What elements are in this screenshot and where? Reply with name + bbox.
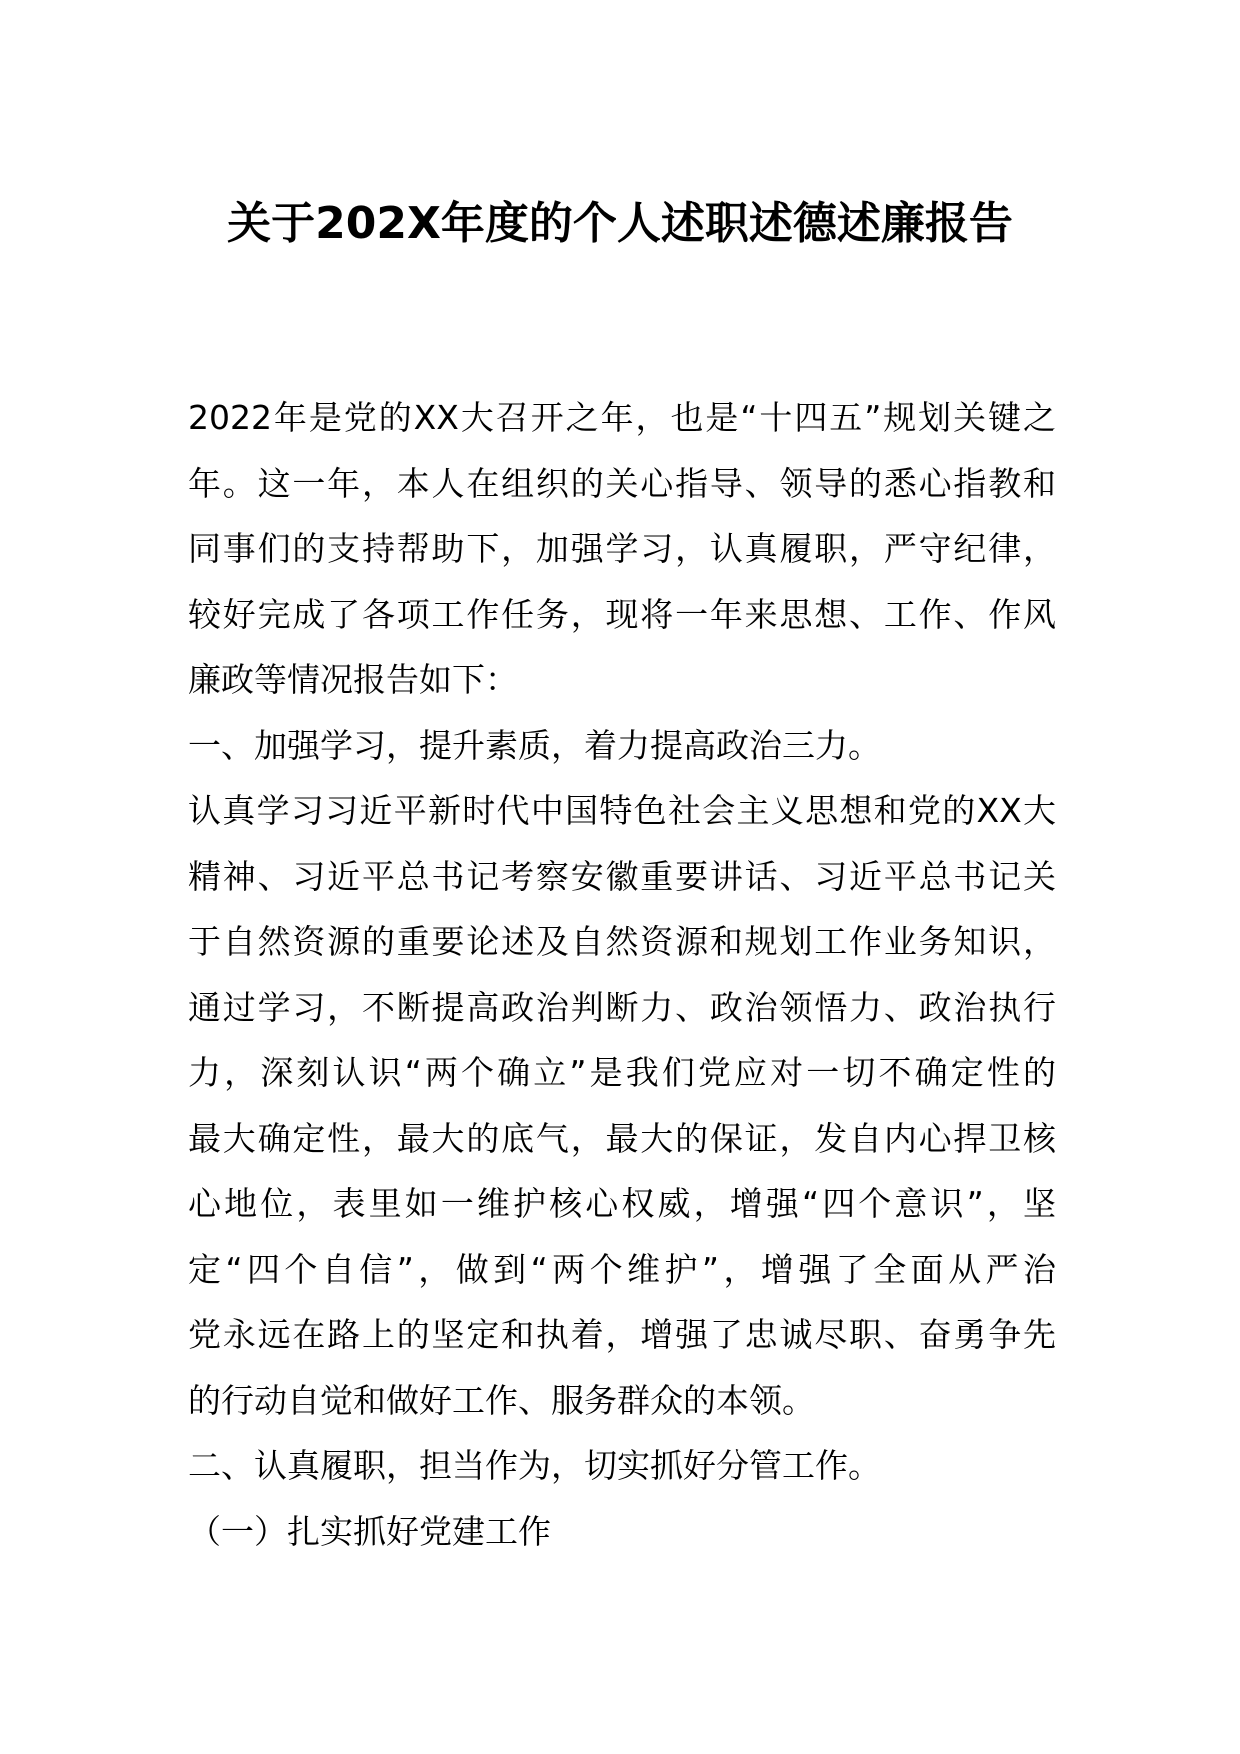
document-title: 关于202X年度的个人述职述德述廉报告 — [227, 198, 1013, 249]
paragraph-line: 通过学习，不断提高政治判断力、政治领悟力、政治执行 — [188, 987, 1056, 1027]
paragraph-line: 精神、习近平总书记考察安徽重要讲话、习近平总书记关 — [188, 856, 1056, 896]
document-body — [188, 385, 1056, 1564]
paragraph-line: 最大确定性，最大的底气，最大的保证，发自内心捍卫核 — [188, 1118, 1056, 1158]
paragraph-line: 同事们的支持帮助下，加强学习，认真履职，严守纪律， — [188, 529, 1056, 568]
paragraph-line: 心地位，表里如一维护核心权威，增强“四个意识”，坚 — [188, 1184, 1056, 1223]
paragraph-line: 于自然资源的重要论述及自然资源和规划工作业务知识， — [188, 922, 1056, 961]
paragraph-line: 较好完成了各项工作任务，现将一年来思想、工作、作风 — [188, 594, 1056, 634]
paragraph-line: 定“四个自信”，做到“两个维护”，增强了全面从严治 — [188, 1249, 1056, 1289]
paragraph-line: 的行动自觉和做好工作、服务群众的本领。 — [188, 1380, 815, 1420]
paragraph-line: 年。这一年，本人在组织的关心指导、领导的悉心指教和 — [188, 463, 1056, 503]
subsection-heading: （一）扎实抓好党建工作 — [188, 1511, 551, 1551]
section-heading: 二、认真履职，担当作为，切实抓好分管工作。 — [188, 1446, 881, 1485]
section-heading: 一、加强学习，提升素质，着力提高政治三力。 — [188, 725, 881, 765]
paragraph-line: 力，深刻认识“两个确立”是我们党应对一切不确定性的 — [188, 1053, 1056, 1092]
paragraph-line: 党永远在路上的坚定和执着，增强了忠诚尽职、奋勇争先 — [188, 1315, 1056, 1354]
paragraph-line: 廉政等情况报告如下： — [188, 660, 518, 699]
paragraph-line: 2022年是党的XX大召开之年，也是“十四五”规划关键之 — [188, 398, 1056, 437]
paragraph-line: 认真学习习近平新时代中国特色社会主义思想和党的XX大 — [188, 791, 1056, 830]
